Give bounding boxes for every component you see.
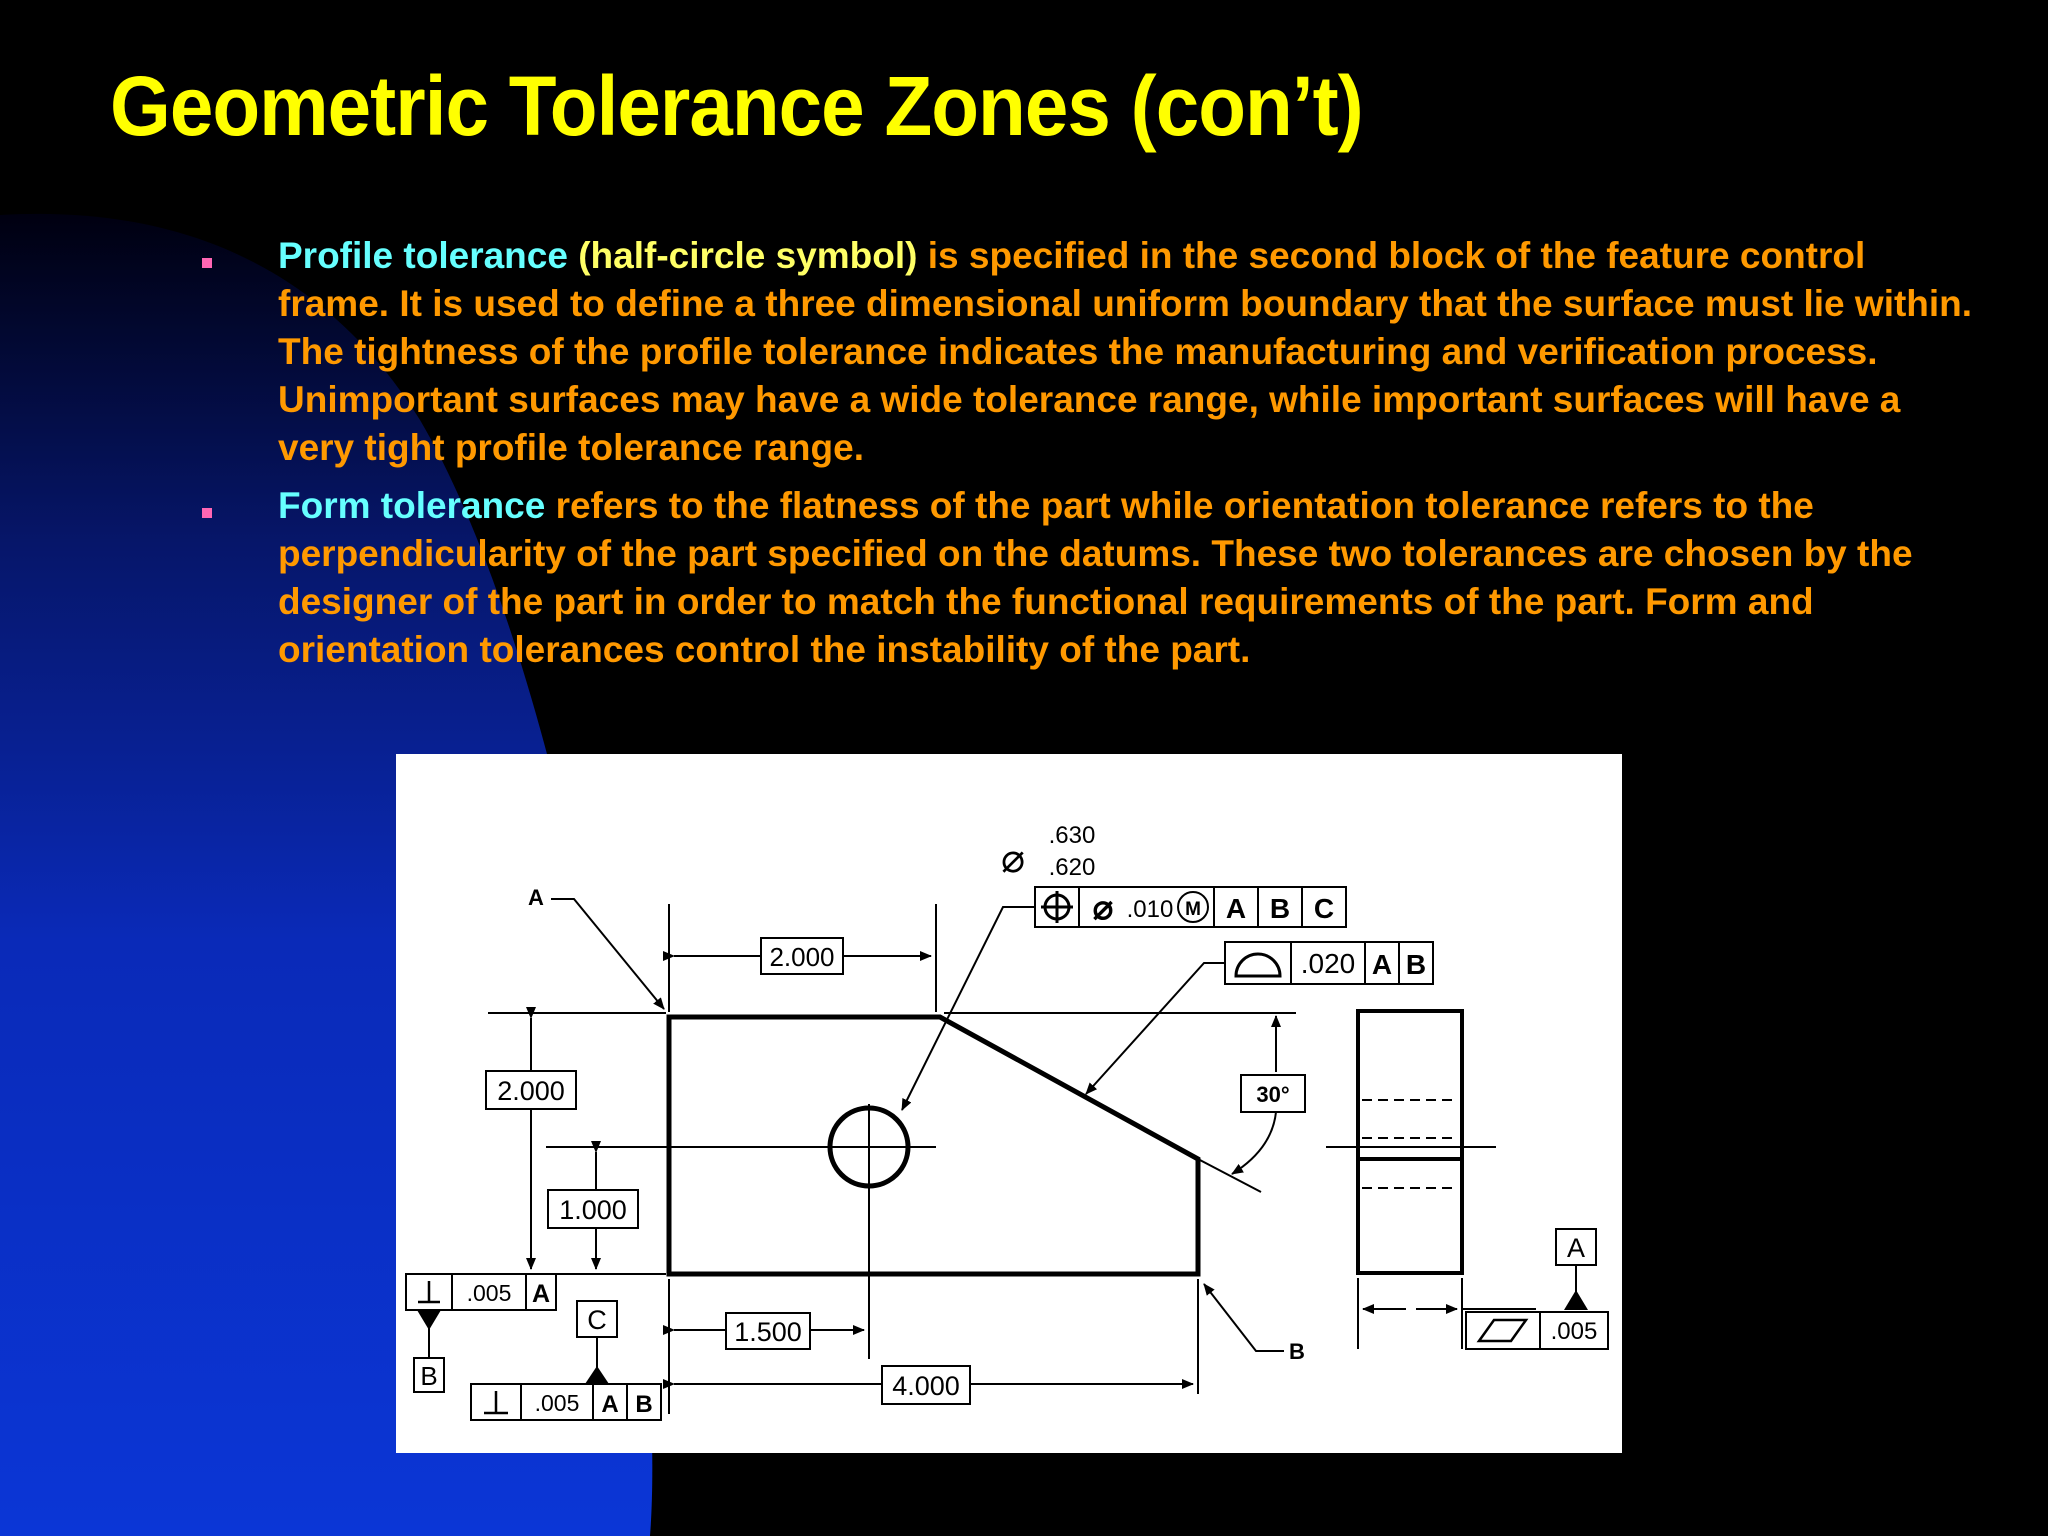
dim-height: 2.000 [497,1076,565,1106]
hole-lower: .620 [1048,854,1096,881]
flatness-tolerance: .005 [1550,1318,1598,1345]
mmc-modifier: M [1185,899,1201,920]
datum-c-flag-label: C [587,1305,607,1335]
angled-extension-line [1198,1159,1261,1192]
dim-hole-height: 1.000 [559,1195,627,1225]
hole-upper: .630 [1048,822,1096,849]
bullet-text [278,482,1975,674]
bullet-item-profile [195,232,1975,472]
flatness-fcf [1466,1312,1608,1349]
perp-ab-tolerance: .005 [534,1390,580,1416]
profile-fcf [1225,942,1433,984]
slide-title: Geometric Tolerance Zones (con’t) [110,59,1363,153]
position-datum-c: C [1313,893,1335,924]
perp-a-fcf [406,1274,556,1310]
profile-datum-b: B [1405,949,1427,980]
datum-a-leader [551,899,664,1009]
dim-overall-width: 4.000 [892,1371,960,1401]
position-datum-a: A [1225,893,1247,924]
perp-ab-datum-b: B [635,1391,653,1418]
term-form-tolerance: Form tolerance [278,485,546,526]
diameter-icon: ⌀ [1092,889,1114,927]
side-datum-a-triangle [1564,1290,1588,1310]
datum-c-triangle [585,1366,609,1384]
bullet-marker [202,258,212,268]
perp-a-tolerance: .005 [466,1280,512,1306]
term-profile-tolerance: Profile tolerance [278,235,568,276]
perp-ab-fcf [471,1384,661,1420]
dim-hole-x: 1.500 [734,1317,802,1347]
angle-value: 30° [1256,1082,1290,1107]
profile-tolerance: .020 [1300,948,1356,979]
datum-a-label: A [528,885,544,910]
datum-b-triangle [417,1310,441,1330]
side-view-outline [1358,1011,1462,1273]
position-datum-b: B [1269,893,1291,924]
symbol-note: (half-circle symbol) [578,235,918,276]
bullet-body: is specified in the second block of the feature control frame. It is used to define a three dimensional uniform boundary that the surface must lie within. The tightness of the profile tolerance indicates the manufacturing and verification process. Unimportant surfaces may have a wide tolerance range, while important surfaces will have a very tight profile tolerance range. [278,235,1973,468]
side-datum-a-label: A [1566,1233,1586,1263]
datum-b-flag-label: B [420,1361,438,1391]
diameter-symbol: ⌀ [1000,837,1026,881]
bullet-list [195,232,1975,684]
bullet-marker [202,508,212,518]
position-tolerance: .010 [1126,896,1174,923]
gdt-drawing-figure [396,754,1622,1453]
datum-b-leader [1204,1284,1284,1351]
angle-arrow-down [1232,1112,1276,1174]
bullet-item-form [195,482,1975,674]
gdt-drawing [396,754,1622,1453]
profile-leader [1086,963,1225,1094]
dim-top-width: 2.000 [769,942,835,972]
bullet-body: refers to the flatness of the part while orientation tolerance refers to the perpendicularity of the part specified on the datums. These two tolerances are chosen by the designer of the part in order to match the functional requirements of the part. Form and orientation tolerances control the instability of the part. [278,485,1913,670]
bullet-text [278,232,1975,472]
position-fcf [1035,887,1346,927]
part-outline [669,1017,1198,1274]
datum-b-label: B [1289,1339,1305,1364]
perp-a-datum: A [531,1280,551,1308]
position-leader [902,907,1035,1110]
perp-ab-datum-a: A [601,1391,619,1418]
profile-datum-a: A [1371,949,1393,980]
